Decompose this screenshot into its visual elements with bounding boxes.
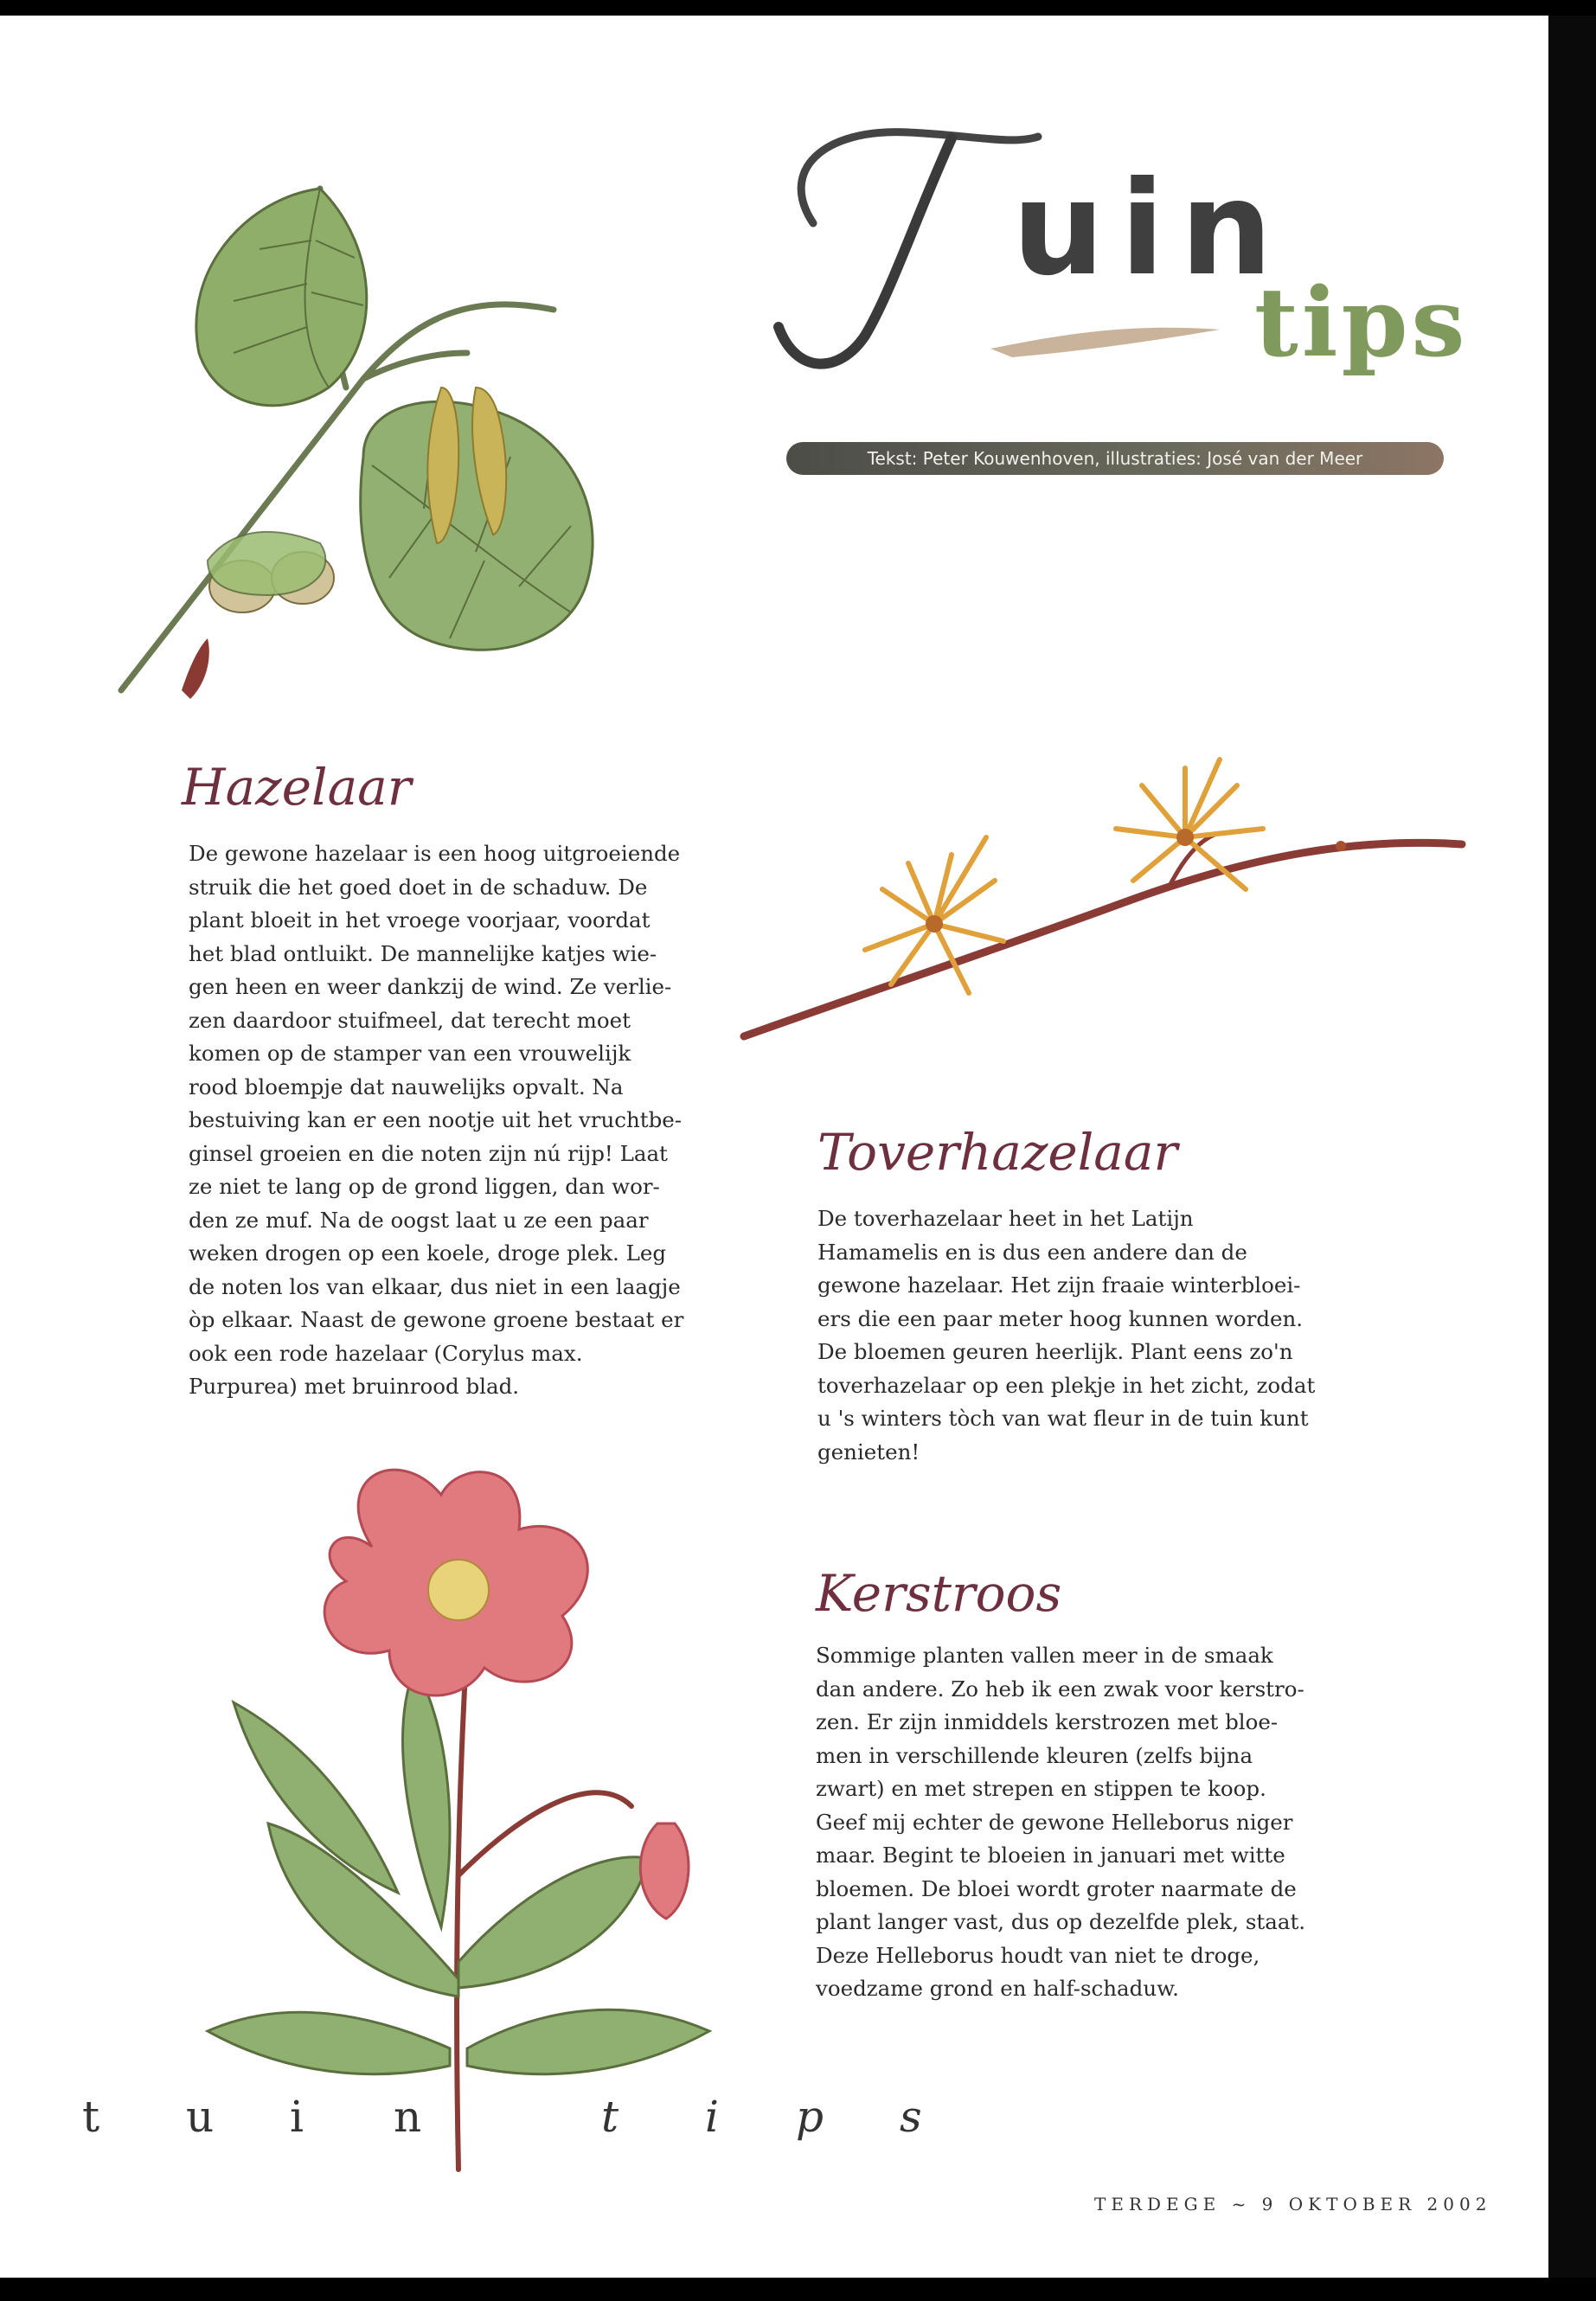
text-kerstroos	[816, 1639, 1369, 2006]
text-line: òp elkaar. Naast de gewone groene bestaat er	[189, 1307, 684, 1332]
masthead	[761, 119, 1471, 413]
text-line: Deze Helleborus houdt van niet te droge,	[816, 1942, 1260, 1968]
text-line: bestuiving kan er een nootje uit het vruchtbe-	[189, 1107, 683, 1132]
text-line: Geef mij echter de gewone Helleborus niger	[816, 1809, 1293, 1835]
credits-banner: Tekst: Peter Kouwenhoven, illustraties: José van der Meer	[786, 442, 1444, 475]
text-line: ze niet te lang op de grond liggen, dan wor-	[189, 1174, 660, 1199]
text-line: plant langer vast, dus op dezelfde plek, staat.	[816, 1909, 1306, 1934]
text-line: u 's winters tòch van wat fleur in de tuin kunt	[817, 1406, 1309, 1431]
heading-hazelaar: Hazelaar	[182, 758, 412, 817]
text-line: dan andere. Zo heb ik een zwak voor kerstro-	[816, 1676, 1304, 1702]
text-line: ginsel groeien en die noten zijn nú rijp! Laat	[189, 1140, 668, 1166]
text-line: men in verschillende kleuren (zelfs bijna	[816, 1742, 1253, 1768]
text-line: rood bloempje dat nauwelijks opvalt. Na	[189, 1074, 624, 1099]
text-line: weken drogen op een koele, droge plek. Leg	[189, 1240, 667, 1266]
footer-letter: t	[82, 2092, 100, 2142]
text-line: bloemen. De bloei wordt groter naarmate de	[816, 1875, 1297, 1901]
text-line: komen op de stamper van een vrouwelijk	[189, 1041, 631, 1066]
text-line: ook een rode hazelaar (Corylus max.	[189, 1340, 583, 1366]
text-line: De toverhazelaar heet in het Latijn	[817, 1206, 1194, 1231]
text-line: zen daardoor stuifmeel, dat terecht moet	[189, 1007, 631, 1033]
text-line: Hamamelis en is dus een andere dan de	[817, 1239, 1247, 1265]
christmas-rose-illustration	[112, 1443, 735, 2178]
text-line: voedzame grond en half-schaduw.	[816, 1976, 1179, 2001]
publication-line: TERDEGE ~ 9 OKTOBER 2002	[1094, 2194, 1492, 2214]
text-toverhazelaar	[817, 1202, 1371, 1469]
footer-letter: i	[290, 2092, 304, 2142]
heading-toverhazelaar: Toverhazelaar	[817, 1123, 1178, 1182]
text-line: den ze muf. Na de oogst laat u ze een paar	[189, 1207, 649, 1233]
text-line: zwart) en met strepen en stippen te koop.	[816, 1776, 1266, 1801]
brush-stroke-decoration	[986, 314, 1228, 366]
text-line: gewone hazelaar. Het zijn fraaie winterbloei-	[817, 1272, 1301, 1298]
footer-letter: s	[900, 2092, 922, 2142]
footer-letter: u	[186, 2092, 215, 2142]
footer-letter: p	[796, 2092, 824, 2142]
text-line: genieten!	[817, 1439, 920, 1465]
footer-letter: t	[601, 2092, 619, 2142]
text-line: maar. Begint te bloeien in januari met witte	[816, 1843, 1285, 1868]
title-word: uin	[1012, 154, 1288, 304]
text-line: Sommige planten vallen meer in de smaak	[816, 1643, 1273, 1668]
heading-kerstroos: Kerstroos	[816, 1564, 1062, 1623]
footer-tuin-tips	[0, 2092, 1038, 2161]
footer-letter: n	[394, 2092, 422, 2142]
text-line: ers die een paar meter hoog kunnen worden.	[817, 1305, 1304, 1331]
text-line: zen. Er zijn inmiddels kerstrozen met bloe-	[816, 1709, 1279, 1734]
footer-letter: i	[705, 2092, 719, 2142]
text-hazelaar	[189, 837, 751, 1404]
text-line: Purpurea) met bruinrood blad.	[189, 1374, 520, 1399]
text-line: toverhazelaar op een plekje in het zicht, zodat	[817, 1372, 1316, 1398]
hazel-branch-illustration	[104, 93, 657, 716]
text-line: het blad ontluikt. De mannelijke katjes wie-	[189, 940, 657, 966]
text-line: de noten los van elkaar, dus niet in een laagje	[189, 1273, 681, 1299]
text-line: struik die het goed doet in de schaduw. De	[189, 874, 648, 900]
witch-hazel-illustration	[735, 751, 1471, 1062]
magazine-page	[0, 16, 1548, 2278]
title-subtitle: tips	[1254, 266, 1469, 378]
text-line: De gewone hazelaar is een hoog uitgroeiende	[189, 841, 681, 866]
text-line: plant bloeit in het vroege voorjaar, voordat	[189, 907, 651, 933]
text-line: De bloemen geuren heerlijk. Plant eens zo'n	[817, 1339, 1293, 1364]
page-edge	[1548, 16, 1596, 2278]
text-line: gen heen en weer dankzij de wind. Ze verlie-	[189, 974, 672, 999]
